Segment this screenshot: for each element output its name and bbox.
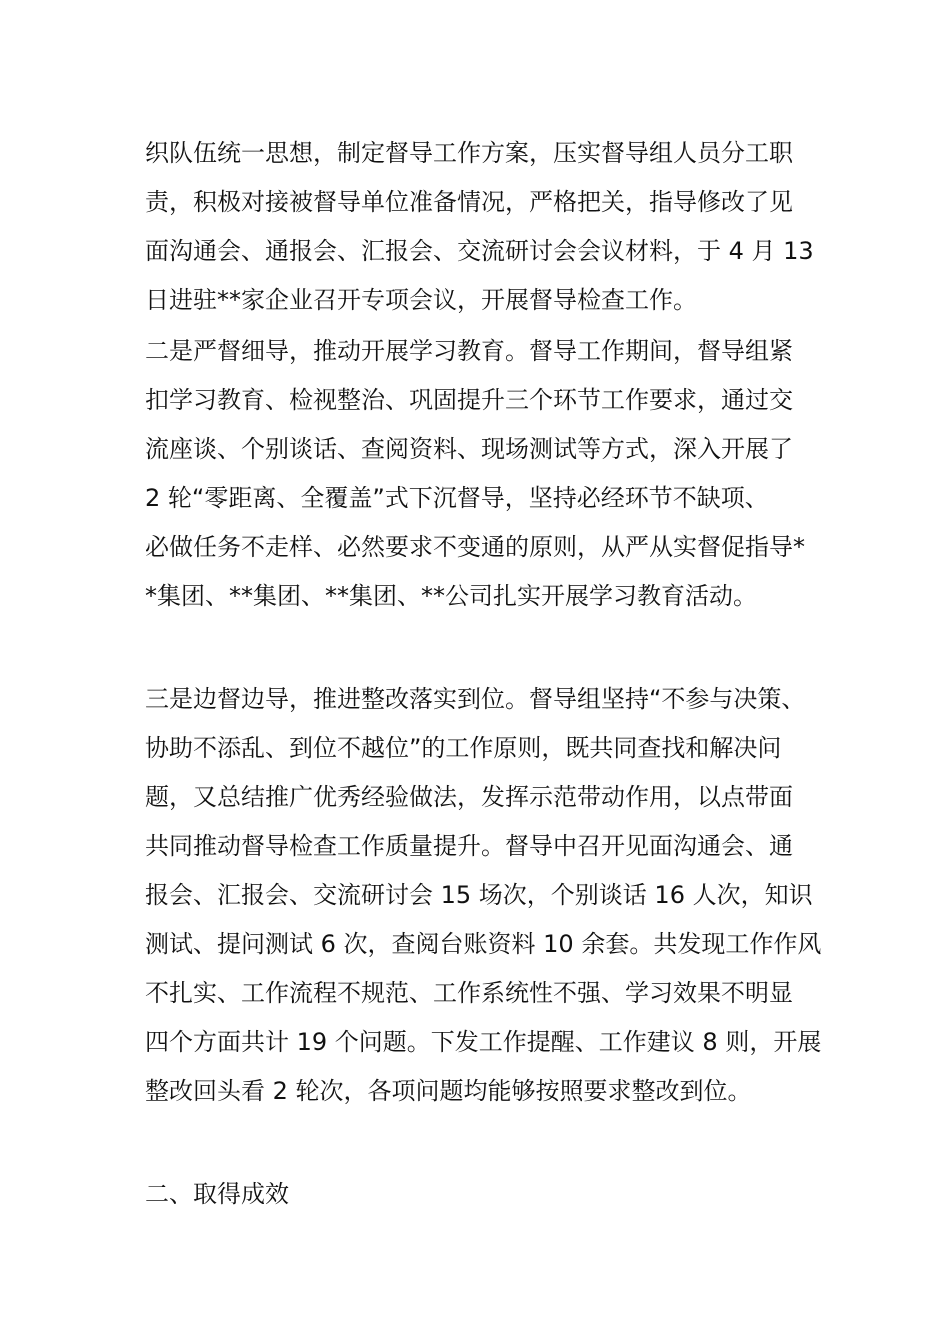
text-line: 2 轮“零距离、全覆盖”式下沉督导，坚持必经环节不缺项、 — [145, 484, 769, 512]
text-line: 报会、汇报会、交流研讨会 15 场次，个别谈话 16 人次，知识 — [145, 881, 813, 909]
text-line: 三是边督边导，推进整改落实到位。督导组坚持“不参与决策、 — [145, 685, 806, 713]
text-line: 流座谈、个别谈话、查阅资料、现场测试等方式，深入开展了 — [145, 435, 793, 463]
text-line: 整改回头看 2 轮次，各项问题均能够按照要求整改到位。 — [145, 1077, 752, 1105]
text-line: 责，积极对接被督导单位准备情况，严格把关，指导修改了见 — [145, 188, 793, 216]
text-line: 四个方面共计 19 个问题。下发工作提醒、工作建议 8 则，开展 — [145, 1028, 822, 1056]
text-line: 二是严督细导，推动开展学习教育。督导工作期间，督导组紧 — [145, 337, 793, 365]
section-heading-text: 二、取得成效 — [145, 1180, 289, 1208]
text-line: 共同推动督导检查工作质量提升。督导中召开见面沟通会、通 — [145, 832, 793, 860]
text-line: 扣学习教育、检视整治、巩固提升三个环节工作要求，通过交 — [145, 386, 793, 414]
text-line: 必做任务不走样、必然要求不变通的原则，从严从实督促指导* — [145, 533, 805, 561]
text-line: *集团、**集团、**集团、**公司扎实开展学习教育活动。 — [145, 582, 757, 610]
text-line: 不扎实、工作流程不规范、工作系统性不强、学习效果不明显 — [145, 979, 793, 1007]
text-line: 协助不添乱、到位不越位”的工作原则，既共同查找和解决问 — [145, 734, 782, 762]
text-line: 日进驻**家企业召开专项会议，开展督导检查工作。 — [145, 286, 697, 314]
text-line: 面沟通会、通报会、汇报会、交流研讨会会议材料，于 4 月 13 — [145, 237, 814, 265]
text-line: 测试、提问测试 6 次，查阅台账资料 10 余套。共发现工作作风 — [145, 930, 822, 958]
text-line: 题，又总结推广优秀经验做法，发挥示范带动作用，以点带面 — [145, 783, 793, 811]
text-line: 织队伍统一思想，制定督导工作方案，压实督导组人员分工职 — [145, 139, 793, 167]
